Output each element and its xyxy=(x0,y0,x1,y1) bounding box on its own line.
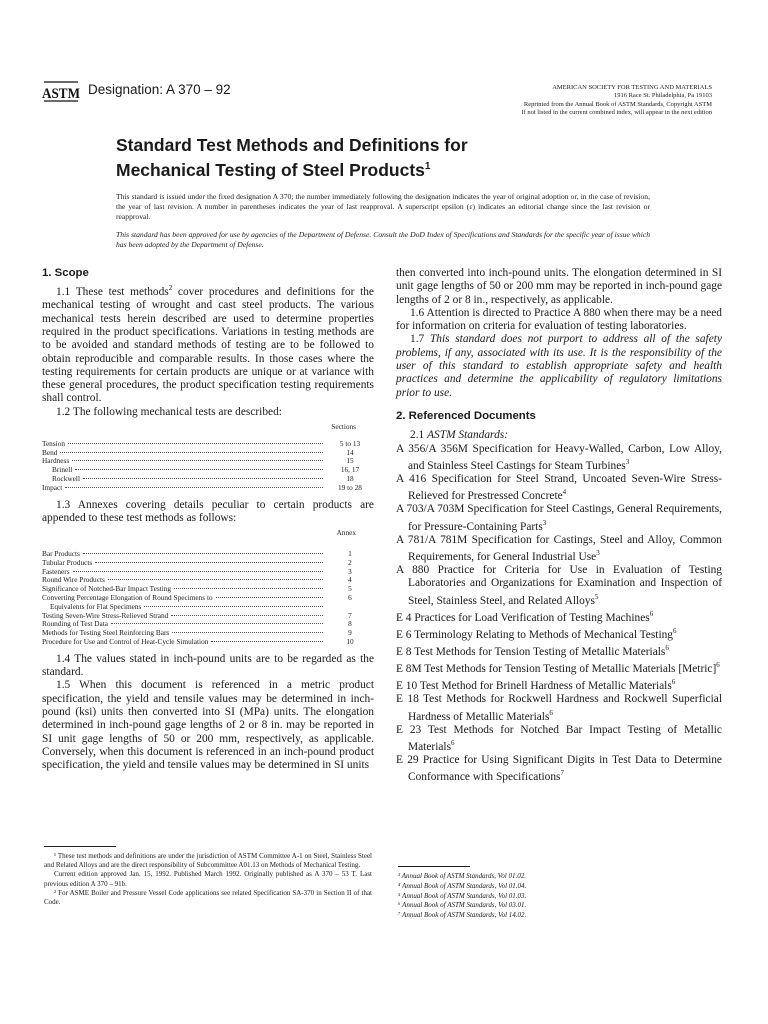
annex-table xyxy=(42,529,374,647)
annex-row-label: Rounding of Test Data xyxy=(42,619,109,629)
leader-dots xyxy=(83,478,323,479)
reference-footnote-mark: 5 xyxy=(594,592,599,601)
reference-text: A 703/A 703M Specification for Steel Castings, General Requirements, for Pressure-Containing Parts xyxy=(396,503,722,533)
annex-row-label: Bar Products xyxy=(42,549,80,559)
sections-row xyxy=(42,466,374,475)
reference-item xyxy=(396,693,722,723)
reference-footnote-mark: 6 xyxy=(673,626,677,635)
sections-row xyxy=(42,484,374,493)
annex-row-value: 9 xyxy=(348,628,352,638)
reference-item xyxy=(396,503,722,533)
publisher-line: If not listed in the current combined index, will appear in the next edition xyxy=(521,109,712,117)
annex-row-value: 4 xyxy=(348,575,352,585)
sections-row-value: 16, 17 xyxy=(340,465,360,475)
paragraph-1-2: 1.2 The following mechanical tests are described: xyxy=(56,405,282,418)
footnotes-right xyxy=(398,872,698,921)
sections-row-value: 19 to 28 xyxy=(338,482,362,492)
leader-dots xyxy=(95,562,323,563)
sections-table xyxy=(42,423,374,493)
footnote-2: ² For ASME Boiler and Pressure Vessel Code applications see related Specification SA-370 in Section II of that Code. xyxy=(44,888,372,907)
annex-row-label: Equivalents for Flat Specimens xyxy=(50,601,142,611)
title-line-2: Mechanical Testing of Steel Products xyxy=(116,159,425,180)
sections-row xyxy=(42,475,374,484)
annex-row-value: 3 xyxy=(348,566,352,576)
leader-dots xyxy=(174,588,323,589)
reference-text: E 23 Test Methods for Notched Bar Impact Testing of Metallic Materials xyxy=(396,723,722,753)
sections-rows xyxy=(42,440,374,493)
right-column xyxy=(396,267,722,784)
reference-text: A 781/A 781M Specification for Castings, Steel and Alloy, Common Requirements, for General Industrial Use xyxy=(396,533,722,563)
section-heading-scope: 1. Scope xyxy=(42,267,89,279)
paragraph-1-3: 1.3 Annexes covering details peculiar to certain products are appended to these test methods as follows: xyxy=(42,498,374,524)
annex-row-value: 7 xyxy=(348,610,352,620)
leader-dots xyxy=(75,469,323,470)
reference-text: E 8 Test Methods for Tension Testing of Metallic Materials xyxy=(396,645,666,658)
reference-footnote-mark: 6 xyxy=(716,661,720,670)
leader-dots xyxy=(73,571,323,572)
leader-dots xyxy=(144,606,323,607)
sections-row xyxy=(42,440,374,449)
publisher-info xyxy=(420,84,712,118)
paragraph-1-1-start: 1.1 These test methods xyxy=(56,286,169,299)
publisher-line: AMERICAN SOCIETY FOR TESTING AND MATERIALS xyxy=(552,84,712,91)
publisher-line: Reprinted from the Annual Book of ASTM Standards, Copyright ASTM xyxy=(523,100,712,108)
reference-footnote-mark: 4 xyxy=(562,488,567,497)
sections-row xyxy=(42,457,374,466)
standard-issue-note: This standard is issued under the fixed designation A 370; the number immediately following the designation indicates the year of original adoption or, in the case of revision, the year of last revision. A number in parentheses indicates the year of last reapproval. A superscript epsilon (ε) indicates an editorial change since the last revision or reapproval. xyxy=(116,192,650,221)
sections-row-value: 14 xyxy=(346,447,354,457)
sections-row-label: Hardness xyxy=(42,456,70,466)
sections-row-label: Impact xyxy=(42,482,63,492)
annex-row-label: Testing Seven-Wire Stress-Relieved Strand xyxy=(42,610,169,620)
leader-dots xyxy=(68,443,323,444)
section-heading-referenced-documents: 2. Referenced Documents xyxy=(396,409,536,422)
annex-row-label: Converting Percentage Elongation of Round Specimens to xyxy=(42,593,213,603)
title-footnote-mark: 1 xyxy=(424,161,431,172)
leader-dots xyxy=(72,460,323,461)
svg-text:ASTM: ASTM xyxy=(42,86,80,102)
annex-row-label: Significance of Notched-Bar Impact Testing xyxy=(42,584,172,594)
sections-header: Sections xyxy=(331,422,356,432)
footnote-1: ¹ These test methods and definitions are under the jurisdiction of ASTM Committee A-1 on Steel, Stainless Steel and Related Alloys and are the direct responsibility of Subcommittee A01.13 on Methods of Mechanical Testing. xyxy=(44,852,372,870)
paragraph-1-7-text: This standard does not purport to address all of the safety problems, if any, associated with its use. It is the responsibility of the user of this standard to establish appropriate safety and health practices and determine the applicability of regulatory limitations prior to use. xyxy=(396,333,722,399)
footnote-7: ⁷ Annual Book of ASTM Standards, Vol 14.02. xyxy=(398,911,527,920)
reference-item xyxy=(396,534,722,564)
reference-footnote-mark: 6 xyxy=(665,644,669,652)
reference-item xyxy=(396,564,722,608)
footnote-rule-left xyxy=(44,846,116,847)
reference-text: A 416 Specification for Steel Strand, Uncoated Seven-Wire Stress-Relieved for Prestressed Concrete xyxy=(396,472,722,503)
left-column xyxy=(42,267,374,772)
sections-row-label: Brinell xyxy=(52,465,73,475)
reference-text: A 880 Practice for Criteria for Use in Evaluation of Testing Laboratories and Organizations for Examination and Inspection of Steel, Stainless Steel, and Related Alloys xyxy=(396,564,722,607)
reference-item xyxy=(396,473,722,503)
footnote-6: ⁶ Annual Book of ASTM Standards, Vol 03.01. xyxy=(398,901,527,910)
annex-row-label: Round Wire Products xyxy=(42,575,105,585)
reference-footnote-mark: 6 xyxy=(649,609,654,618)
reference-item xyxy=(396,443,722,473)
referenced-documents-list xyxy=(396,443,722,785)
footnote-mark: 2 xyxy=(168,284,173,293)
paragraph-1-6: 1.6 Attention is directed to Practice A 880 when there may be a need for information on criteria for evaluation of testing laboratories. xyxy=(396,306,722,333)
sections-row-value: 15 xyxy=(346,456,354,466)
paragraph-1-7-number: 1.7 xyxy=(410,333,430,346)
reference-text: E 4 Practices for Load Verification of Testing Machines xyxy=(396,611,650,624)
leader-dots xyxy=(60,452,323,453)
footnote-rule-right xyxy=(398,866,470,867)
reference-text: A 356/A 356M Specification for Heavy-Walled, Carbon, Low Alloy, and Stainless Steel Castings for Steam Turbines xyxy=(396,442,722,472)
reference-text: E 6 Terminology Relating to Methods of Mechanical Testing xyxy=(396,628,674,641)
page-title xyxy=(116,134,468,181)
subheading-number: 2.1 xyxy=(410,429,428,442)
annex-row-label: Procedure for Use and Control of Heat-Cycle Simulation xyxy=(42,637,209,646)
reference-text: E 18 Test Methods for Rockwell Hardness and Rockwell Superficial Hardness of Metallic Materials xyxy=(396,693,722,723)
reference-text: E 10 Test Method for Brinell Hardness of Metallic Materials xyxy=(396,679,672,692)
publisher-line: 1916 Race St. Philadelphia, Pa 19103 xyxy=(613,92,712,100)
annex-row-label: Methods for Testing Steel Reinforcing Bars xyxy=(42,628,170,638)
reference-item xyxy=(396,754,722,784)
reference-text: E 29 Practice for Using Significant Digits in Test Data to Determine Conformance with Specifications xyxy=(396,754,722,784)
reference-item xyxy=(396,724,722,754)
reference-footnote-mark: 7 xyxy=(560,769,564,778)
subheading-text: ASTM Standards: xyxy=(427,429,508,442)
reference-item xyxy=(396,676,722,693)
sections-row-label: Bend xyxy=(42,447,58,457)
footnote-4: ⁴ Annual Book of ASTM Standards, Vol 01.04. xyxy=(398,881,527,890)
leader-dots xyxy=(83,553,323,554)
annex-row-value: 6 xyxy=(348,593,352,603)
annex-header: Annex xyxy=(336,528,356,538)
footnote-5: ⁵ Annual Book of ASTM Standards, Vol 01.03. xyxy=(398,891,527,900)
paragraph-1-4: 1.4 The values stated in inch-pound units are to be regarded as the standard. xyxy=(42,652,374,679)
reference-footnote-mark: 6 xyxy=(451,738,455,747)
paragraph-1-7 xyxy=(396,333,722,399)
footnote-1-edition: Current edition approved Jan. 15, 1992. Published March 1992. Originally published as A 370 – 53 T. Last previous edition A 370 – 91b. xyxy=(44,870,372,888)
reference-item xyxy=(396,642,722,659)
reference-item xyxy=(396,608,722,625)
reference-footnote-mark: 3 xyxy=(625,457,630,466)
astm-standards-subheading xyxy=(396,429,722,442)
astm-logo xyxy=(40,76,82,106)
designation: Designation: A 370 – 92 xyxy=(88,82,231,97)
reference-footnote-mark: 6 xyxy=(671,678,676,687)
leader-dots xyxy=(108,579,323,580)
paragraph-1-5-continued: then converted into inch-pound units. The elongation determined in SI unit gage lengths of 50 or 200 mm may be reported in inch-pound gage lengths of 2 or 8 in., respectively, as applicable. xyxy=(396,267,722,306)
paragraph-1-1 xyxy=(42,282,374,405)
leader-dots xyxy=(211,641,323,642)
leader-dots xyxy=(171,615,323,616)
reference-footnote-mark: 3 xyxy=(542,518,547,527)
paragraph-1-1-rest: cover procedures and definitions for the mechanical testing of wrought and cast steel products. The various mechanical tests herein described are used to determine properties required in the product specifications. Variations in testing methods are to be avoided and standard methods of testing are to be followed to obtain reproducible and comparable results. In those cases where the testing requirements for certain products are unique or at variance with these general procedures, the product specification testing requirements shall control. xyxy=(42,286,374,405)
title-line-1: Standard Test Methods and Definitions for xyxy=(116,135,468,155)
leader-dots xyxy=(216,597,323,598)
reference-item xyxy=(396,659,722,676)
reference-item xyxy=(396,625,722,642)
annex-rows xyxy=(42,550,374,647)
leader-dots xyxy=(65,487,323,488)
annex-row-value: 8 xyxy=(348,619,352,629)
annex-row-value: 10 xyxy=(346,637,354,646)
reference-footnote-mark: 3 xyxy=(596,549,600,558)
reference-footnote-mark: 6 xyxy=(549,708,553,717)
footnote-3: ³ Annual Book of ASTM Standards, Vol 01.02. xyxy=(398,872,526,880)
annex-row xyxy=(42,638,374,647)
reference-text: E 8M Test Methods for Tension Testing of Metallic Materials [Metric] xyxy=(396,662,717,675)
dod-approval-note: This standard has been approved for use by agencies of the Department of Defense. Consult the DoD Index of Specifications and Standards for the specific year of issue which has been adopted by the Department of Defense. xyxy=(116,230,650,249)
astm-logo-mark xyxy=(40,76,82,106)
annex-row-label: Fasteners xyxy=(42,566,70,576)
annex-row xyxy=(42,559,374,568)
sections-row-label: Tension xyxy=(42,438,65,448)
leader-dots xyxy=(172,632,323,633)
leader-dots xyxy=(111,623,323,624)
footnotes-left xyxy=(44,852,372,907)
sections-row-value: 18 xyxy=(346,474,354,484)
sections-row-label: Rockwell xyxy=(52,474,80,484)
sections-row-value: 5 to 13 xyxy=(339,438,361,448)
annex-row-label: Tubular Products xyxy=(42,557,93,567)
paragraph-1-5: 1.5 When this document is referenced in a metric product specification, the yield and tensile values may be determined in inch-pound (ksi) units then converted into SI (MPa) units. The elongation determined in inch-pound gage lengths of 2 or 8 in. may be reported in SI unit gage lengths of 50 or 200 mm, respectively, as applicable. Conversely, when this document is referenced in an inch-pound product specification, the yield and tensile values may be determined in SI units xyxy=(42,679,374,772)
sections-row xyxy=(42,449,374,458)
annex-row-value: 1 xyxy=(348,549,352,559)
annex-row-value: 2 xyxy=(348,557,352,567)
annex-row-value: 5 xyxy=(348,584,352,594)
